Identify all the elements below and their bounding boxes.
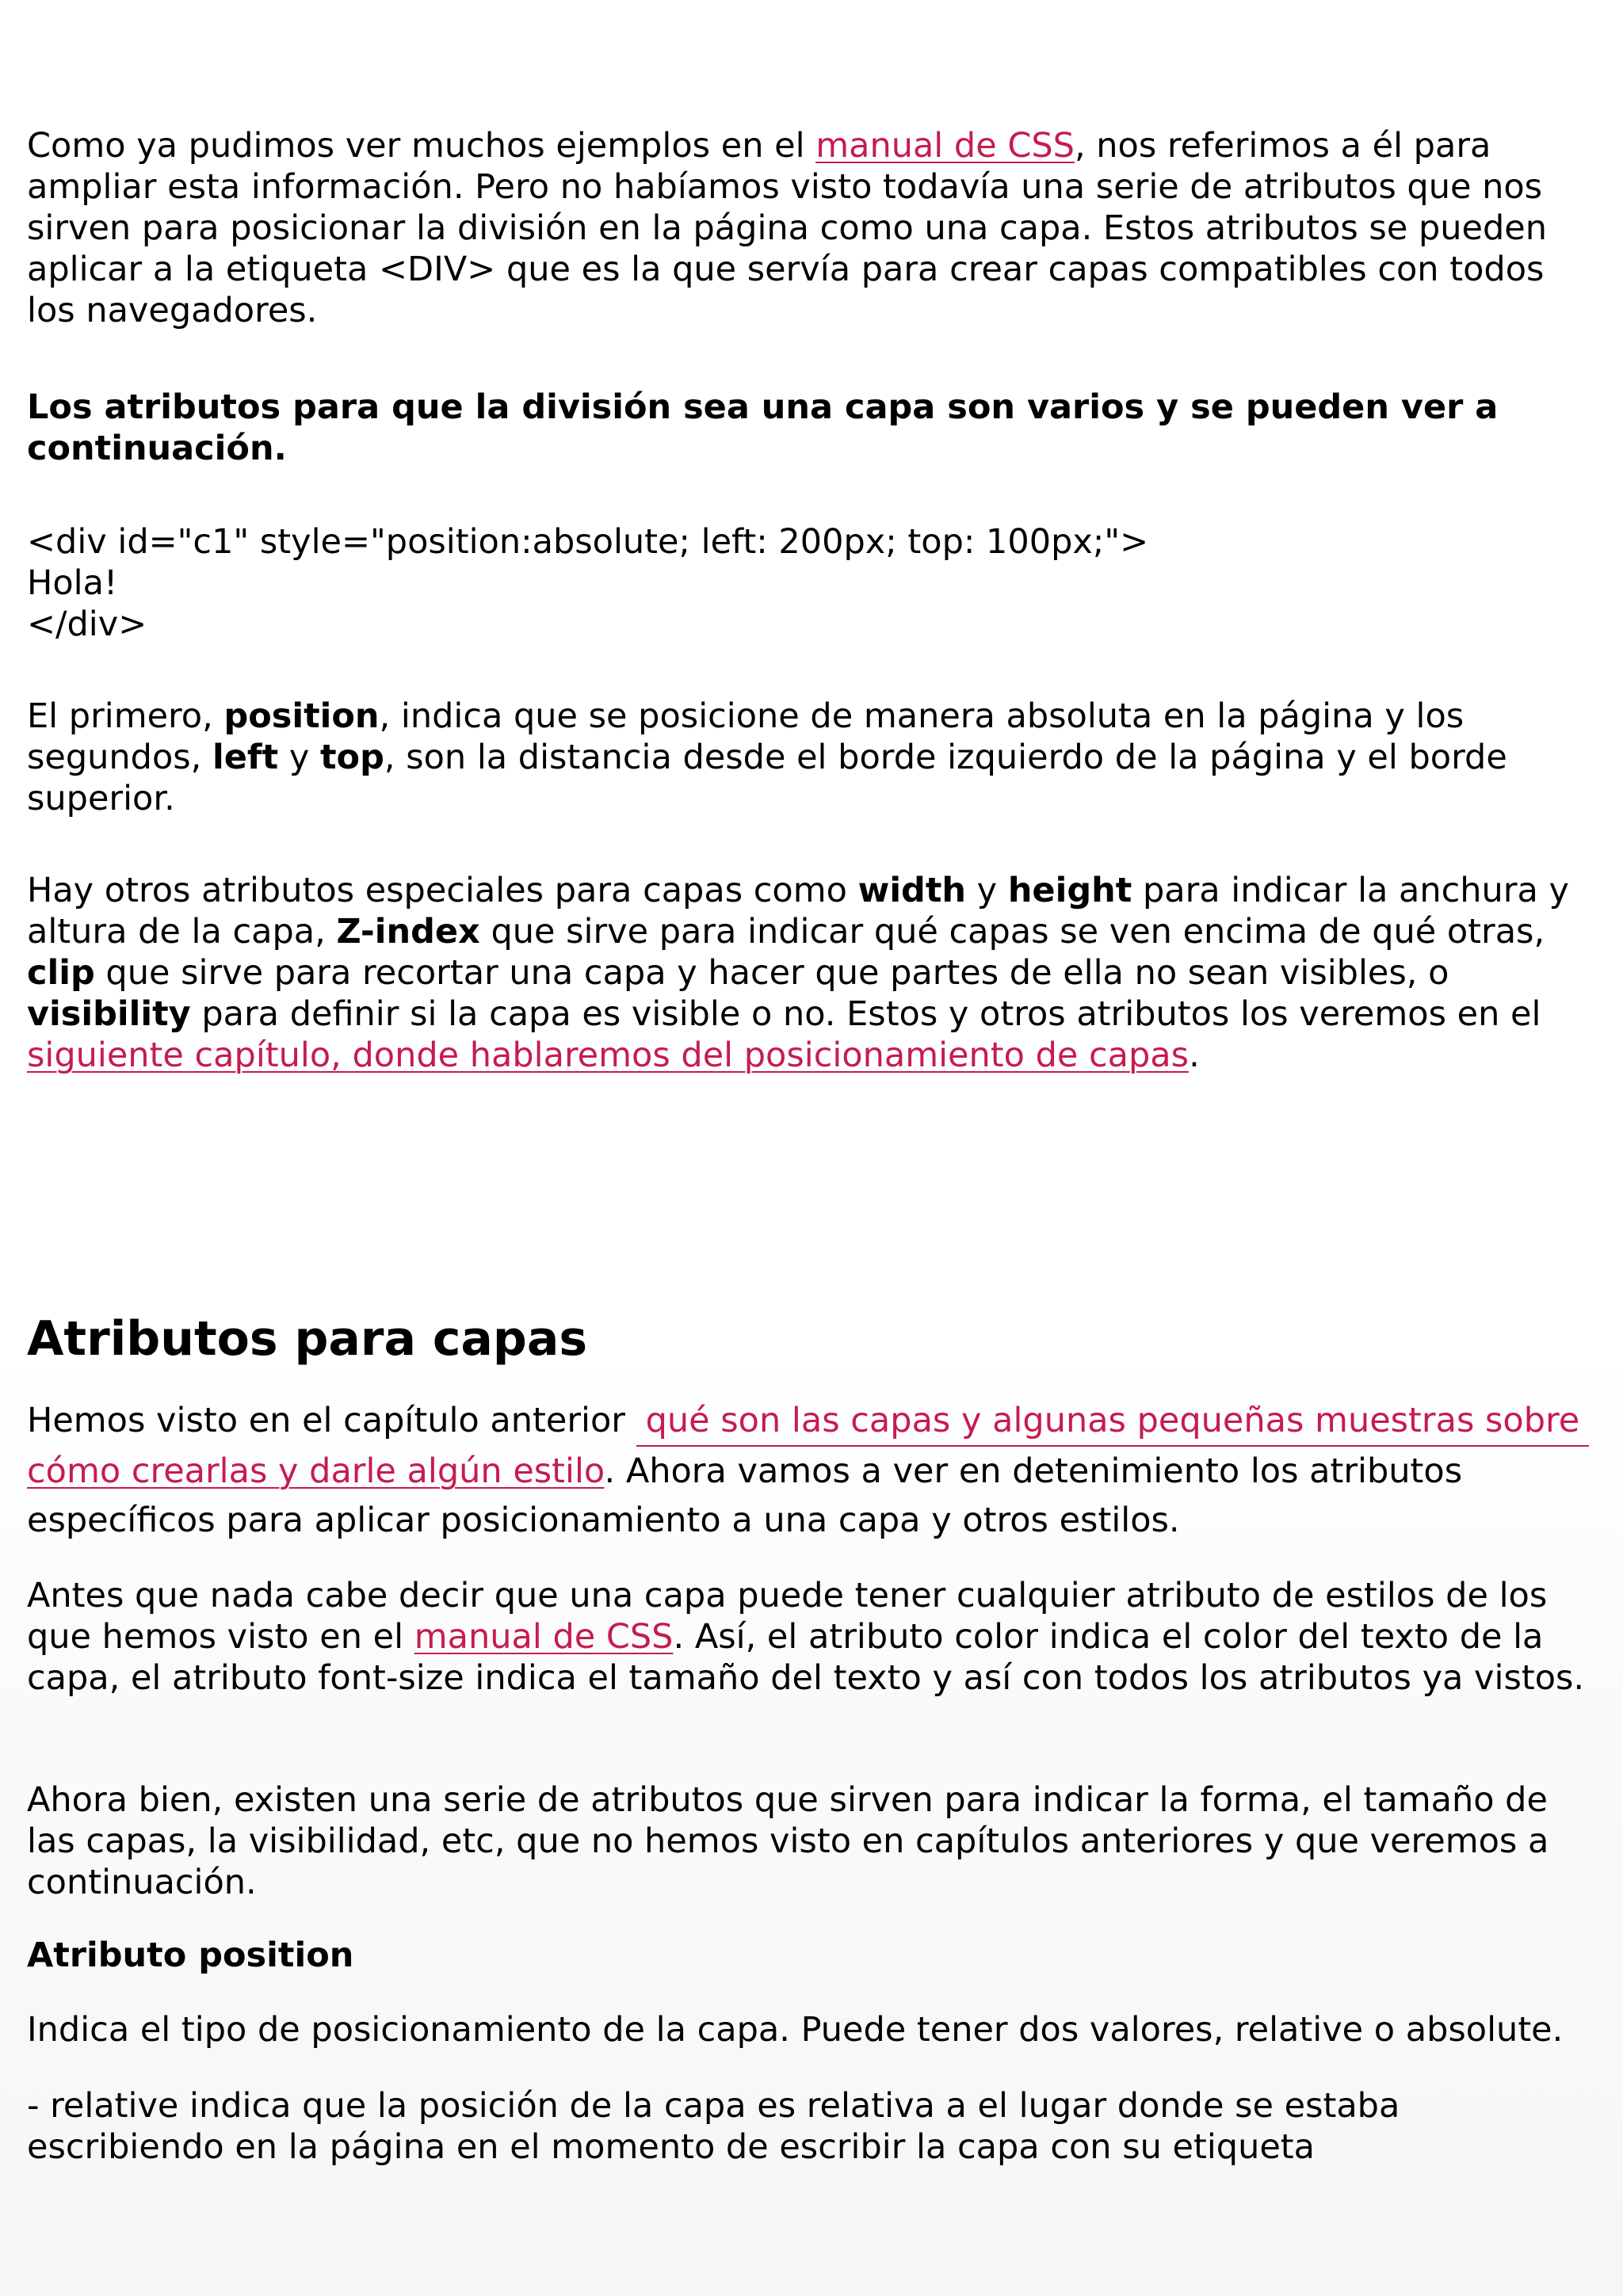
code-line-1: <div id="c1" style="position:absolute; left: 200px; top: 100px;"> — [27, 522, 1149, 562]
other-text-7: . — [1189, 1035, 1200, 1075]
other-bold-visibility: visibility — [27, 994, 191, 1034]
section-paragraph-3: Ahora bien, existen una serie de atributos que sirven para indicar la forma, el tamaño de las capas, la visibilidad, etc, que no hemos visto en capítulos anteriores y que veremos a continuación. — [27, 1780, 1549, 1902]
section-title: Atributos para capas — [27, 1311, 588, 1367]
other-bold-height: height — [1007, 871, 1132, 910]
position-bold-position: position — [223, 696, 380, 736]
position-text-3: y — [278, 738, 320, 777]
next-chapter-link[interactable]: siguiente capítulo, donde hablaremos del posicionamiento de capas — [27, 1035, 1190, 1075]
position-text-4: , son la distancia desde el borde izquierdo de la página y el borde superior. — [27, 738, 1507, 818]
other-text-3: para indicar la anchura y altura de la capa, — [27, 871, 1569, 952]
previous-chapter-link-line1[interactable]: qué son las capas y algunas pequeñas muestras sobre — [636, 1396, 1590, 1447]
section-paragraph-1 — [27, 1396, 1596, 1545]
intro-paragraph — [27, 125, 1596, 331]
bold-paragraph: Los atributos para que la división sea una capa son varios y se pueden ver a continuación. — [27, 387, 1499, 468]
manual-css-link[interactable]: manual de CSS — [815, 126, 1075, 166]
position-bold-top: top — [319, 738, 384, 777]
other-bold-zindex: Z-index — [336, 912, 480, 952]
section-paragraph-5: - relative indica que la posición de la capa es relativa a el lugar donde se estaba escribiendo en la página en el momento de escribir la capa con su etiqueta — [27, 2086, 1400, 2167]
other-text-5: que sirve para recortar una capa y hacer que partes de ella no sean visibles, o — [94, 953, 1449, 993]
other-text-4: que sirve para indicar qué capas se ven encima de qué otras, — [479, 912, 1545, 952]
section-p2-text-1: Antes que nada cabe decir que una capa puede tener cualquier atributo de estilos de los que hemos visto en el — [27, 1576, 1548, 1657]
section-p1-text-1: Hemos visto en el capítulo anterior — [27, 1401, 636, 1440]
section-p1-text-2: . Ahora vamos a ver en detenimiento los atributos específicos para aplicar posicionamiento a una capa y otros estilos. — [27, 1451, 1463, 1540]
position-text-1: El primero, — [27, 696, 224, 736]
other-bold-width: width — [857, 871, 967, 910]
previous-chapter-link-line2[interactable]: cómo crearlas y darle algún estilo — [27, 1451, 605, 1491]
section-paragraph-4: Indica el tipo de posicionamiento de la capa. Puede tener dos valores, relative o absolute. — [27, 2010, 1564, 2050]
position-text-2: , indica que se posicione de manera absoluta en la página y los segundos, — [27, 696, 1465, 777]
manual-css-link-2[interactable]: manual de CSS — [414, 1617, 674, 1657]
intro-text-1: Como ya pudimos ver muchos ejemplos en el — [27, 126, 816, 166]
other-text-6: para definir si la capa es visible o no. Estos y otros atributos los veremos en el — [190, 994, 1541, 1034]
subheading-position: Atributo position — [27, 1936, 354, 1975]
section-p2-text-2: . Así, el atributo color indica el color del texto de la capa, el atributo font-size indica el tamaño del texto y así con todos los atributos ya vistos. — [27, 1617, 1585, 1698]
section-paragraph-2 — [27, 1575, 1596, 1699]
intro-text-2: , nos referimos a él para ampliar esta información. Pero no habíamos visto todavía una serie de atributos que nos sirven para posicionar la división en la página como una capa. Estos atributos se pueden aplicar a la etiqueta <DIV> que es la que servía para crear capas compatibles con todos los navegadores. — [27, 126, 1547, 330]
position-bold-left: left — [212, 738, 279, 777]
other-text-1: Hay otros atributos especiales para capas como — [27, 871, 858, 910]
other-text-2: y — [966, 871, 1008, 910]
position-paragraph — [27, 696, 1596, 819]
code-line-2: Hola! — [27, 563, 118, 603]
code-example — [27, 521, 1596, 645]
other-attributes-paragraph — [27, 870, 1596, 1076]
other-bold-clip: clip — [27, 953, 95, 993]
code-line-3: </div> — [27, 605, 147, 644]
